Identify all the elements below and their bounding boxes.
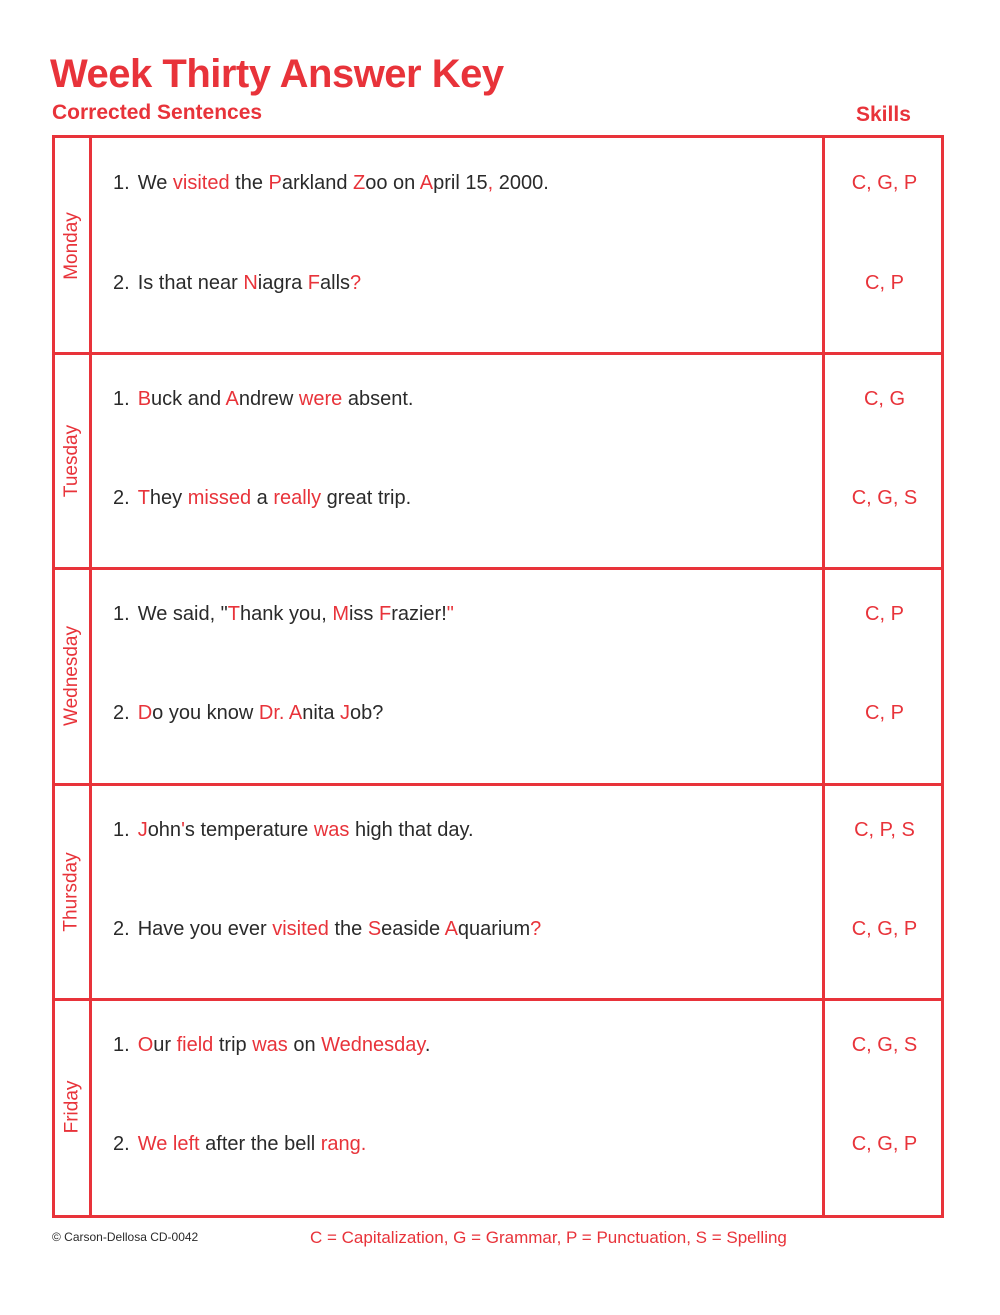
sentence-number: 1. bbox=[113, 603, 130, 626]
correction-text: P bbox=[268, 172, 282, 195]
sentence-number: 2. bbox=[113, 271, 130, 294]
copyright-notice: © Carson-Dellosa CD-0042 bbox=[52, 1230, 199, 1244]
correction-text: T bbox=[137, 486, 150, 509]
day-row-divider bbox=[55, 352, 941, 355]
answer-key-table bbox=[52, 135, 944, 1218]
correction-text: J bbox=[137, 818, 148, 841]
day-column-divider bbox=[89, 138, 92, 1215]
sentence-text: arkland bbox=[281, 172, 354, 195]
correction-text: T bbox=[227, 603, 241, 626]
sentence-text: alls bbox=[320, 271, 351, 294]
sentence-text: hank you, bbox=[240, 603, 333, 626]
correction-text: was bbox=[252, 1034, 288, 1057]
day-name: Tuesday bbox=[61, 424, 83, 498]
day-name: Friday bbox=[61, 1080, 83, 1134]
corrected-sentence bbox=[113, 172, 813, 195]
correction-text: Wednesday bbox=[321, 1034, 425, 1057]
sentence-number: 1. bbox=[113, 172, 130, 195]
sentence-text: quarium bbox=[457, 917, 531, 940]
page-subtitle: Corrected Sentences bbox=[52, 101, 263, 124]
sentence-text: razier! bbox=[391, 603, 447, 626]
correction-text: Z bbox=[353, 172, 366, 195]
day-label-thursday bbox=[55, 784, 89, 999]
correction-text: D bbox=[137, 702, 153, 725]
correction-text: missed bbox=[187, 486, 252, 509]
day-label-friday bbox=[55, 1000, 89, 1215]
correction-text: was bbox=[313, 818, 350, 841]
correction-text: N bbox=[243, 271, 258, 294]
corrected-sentence bbox=[113, 702, 813, 725]
correction-text: M bbox=[332, 603, 349, 626]
sentence-number: 1. bbox=[113, 1034, 130, 1057]
skills-value: C, G, P bbox=[851, 917, 918, 940]
correction-text: ? bbox=[530, 917, 542, 940]
skills-value: C, P bbox=[865, 702, 904, 725]
sentence-text: iss bbox=[348, 603, 379, 626]
day-label-wednesday bbox=[55, 569, 89, 784]
sentence-number: 1. bbox=[113, 818, 130, 841]
correction-text: , bbox=[487, 172, 494, 195]
sentence-number: 2. bbox=[113, 486, 130, 509]
sentence-text: oo on bbox=[365, 172, 420, 195]
sentence-text: pril 15 bbox=[433, 172, 488, 195]
skills-column-header: Skills bbox=[856, 103, 911, 126]
correction-text: A bbox=[444, 917, 458, 940]
skills-value: C, G, P bbox=[851, 1133, 918, 1156]
sentence-text: 2000. bbox=[493, 172, 549, 195]
skills-value: C, G bbox=[863, 387, 906, 410]
sentence-text: nita bbox=[302, 702, 341, 725]
correction-text: rang. bbox=[320, 1133, 367, 1156]
correction-text: visited bbox=[172, 172, 230, 195]
sentence-text: the bbox=[328, 917, 368, 940]
sentence-text: Is that near bbox=[137, 271, 244, 294]
sentence-text: ob? bbox=[350, 702, 384, 725]
sentence-text: We bbox=[137, 172, 173, 195]
sentence-number: 2. bbox=[113, 917, 130, 940]
day-row-divider bbox=[55, 998, 941, 1001]
skills-value: C, P bbox=[865, 271, 904, 294]
sentence-text: ndrew bbox=[238, 387, 299, 410]
correction-text: left bbox=[172, 1133, 200, 1156]
sentence-text: s temperature bbox=[184, 818, 314, 841]
day-label-tuesday bbox=[55, 353, 89, 568]
day-name: Monday bbox=[61, 211, 83, 280]
sentence-text: after the bell bbox=[199, 1133, 321, 1156]
correction-text: really bbox=[273, 486, 322, 509]
sentence-text: great trip. bbox=[321, 486, 412, 509]
skills-value: C, P, S bbox=[854, 818, 915, 841]
skills-legend: C = Capitalization, G = Grammar, P = Punctuation, S = Spelling bbox=[310, 1228, 787, 1247]
sentence-text: ur bbox=[153, 1034, 177, 1057]
correction-text: ? bbox=[350, 271, 362, 294]
page-title: Week Thirty Answer Key bbox=[50, 52, 504, 96]
sentence-text: trip bbox=[213, 1034, 253, 1057]
corrected-sentence bbox=[113, 272, 813, 295]
correction-text: field bbox=[176, 1034, 214, 1057]
correction-text: visited bbox=[272, 917, 329, 940]
correction-text: " bbox=[446, 603, 454, 626]
day-name: Wednesday bbox=[61, 626, 82, 727]
correction-text: A bbox=[225, 387, 239, 410]
skills-value: C, P bbox=[865, 603, 904, 626]
sentence-text: . bbox=[424, 1034, 431, 1057]
sentence-text: We said, " bbox=[137, 603, 228, 626]
sentence-number: 2. bbox=[113, 702, 130, 725]
correction-text: F bbox=[378, 603, 392, 626]
sentence-text: on bbox=[287, 1034, 322, 1057]
sentence-number: 2. bbox=[113, 1133, 130, 1156]
day-label-monday bbox=[55, 138, 89, 353]
day-row-divider bbox=[55, 783, 941, 786]
sentence-number: 1. bbox=[113, 387, 130, 410]
sentence-text: Have you ever bbox=[137, 917, 273, 940]
skills-value: C, G, S bbox=[851, 486, 918, 509]
correction-text: ' bbox=[181, 818, 185, 841]
day-name: Thursday bbox=[61, 852, 83, 932]
correction-text: were bbox=[298, 387, 343, 410]
correction-text: F bbox=[307, 271, 321, 294]
skills-value: C, G, S bbox=[851, 1034, 918, 1057]
correction-text: A bbox=[419, 172, 434, 195]
corrected-sentence bbox=[113, 918, 813, 941]
corrected-sentence bbox=[113, 1034, 813, 1057]
sentence-text: iagra bbox=[257, 271, 308, 294]
correction-text: We bbox=[137, 1133, 168, 1156]
corrected-sentence bbox=[113, 1133, 813, 1156]
corrected-sentence bbox=[113, 487, 813, 510]
skills-value: C, G, P bbox=[851, 172, 918, 195]
corrected-sentence bbox=[113, 388, 813, 411]
correction-text: J bbox=[340, 702, 351, 725]
corrected-sentence bbox=[113, 603, 813, 626]
correction-text: S bbox=[367, 917, 382, 940]
sentence-text: ohn bbox=[147, 818, 182, 841]
sentence-text: hey bbox=[149, 486, 188, 509]
corrected-sentence bbox=[113, 819, 813, 842]
sentence-text: o you know bbox=[152, 702, 259, 725]
sentence-text: the bbox=[229, 172, 269, 195]
correction-text: B bbox=[137, 387, 152, 410]
sentence-text: a bbox=[251, 486, 274, 509]
sentence-text: easide bbox=[381, 917, 445, 940]
sentence-text: absent. bbox=[342, 387, 414, 410]
correction-text: A bbox=[288, 702, 303, 725]
correction-text: Dr. bbox=[258, 702, 285, 725]
sentence-text: high that day. bbox=[349, 818, 474, 841]
correction-text: O bbox=[137, 1034, 154, 1057]
sentence-text: uck and bbox=[151, 387, 226, 410]
day-row-divider bbox=[55, 567, 941, 570]
